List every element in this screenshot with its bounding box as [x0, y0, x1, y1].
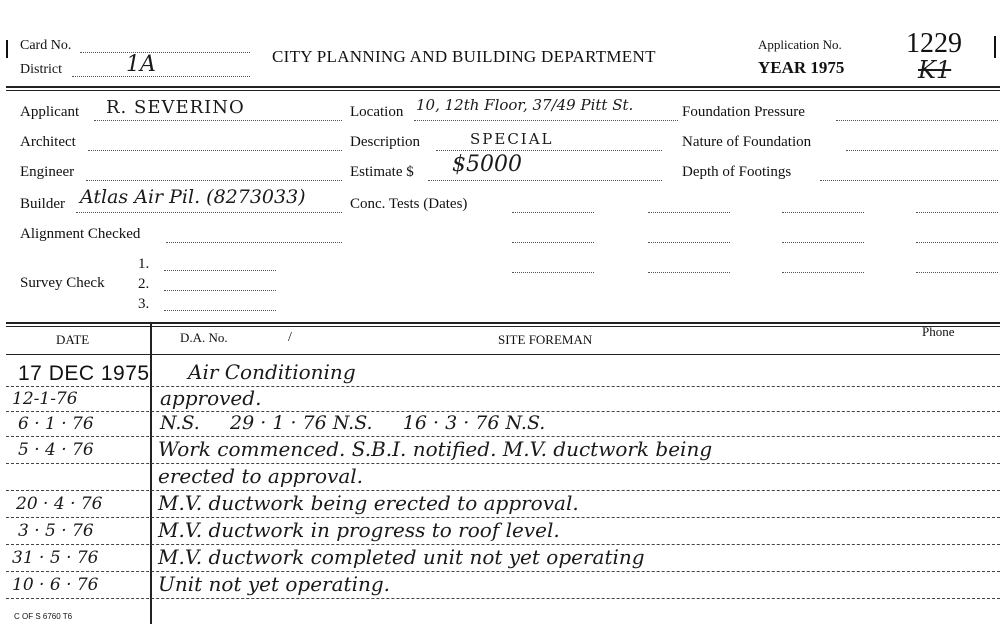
- conc-line-1b: [648, 212, 730, 213]
- phone-header: Phone: [922, 324, 955, 339]
- application-number: 1229: [906, 28, 962, 59]
- survey-number-3: 3.: [138, 296, 150, 312]
- estimate-label: Estimate $: [350, 164, 414, 180]
- survey-label: Survey Check: [20, 275, 105, 291]
- engineer-label: Engineer: [20, 164, 75, 180]
- conc-line-3a: [512, 272, 594, 273]
- location-value: 10, 12th Floor, 37/49 Pitt St.: [416, 96, 634, 114]
- applicant-line: [94, 120, 342, 121]
- da-value: /: [288, 330, 292, 345]
- district-value: 1A: [126, 52, 156, 77]
- log-date: 5 · 4 · 76: [18, 440, 94, 460]
- log-date: 6 · 1 · 76: [18, 414, 94, 434]
- log-entry: M.V. ductwork being erected to approval.: [158, 491, 579, 515]
- foundation-pressure-label: Foundation Pressure: [682, 104, 805, 120]
- log-date-stamp: 17 DEC 1975: [18, 362, 150, 385]
- conc-line-2a: [512, 242, 594, 243]
- log-row-line: [6, 571, 1000, 572]
- builder-label: Builder: [20, 196, 65, 212]
- log-entry: M.V. ductwork in progress to roof level.: [158, 518, 560, 542]
- log-entry: erected to approval.: [158, 464, 364, 488]
- location-line: [414, 120, 678, 121]
- form-code: C OF S 6760 T6: [14, 612, 73, 621]
- alignment-line: [166, 242, 342, 243]
- log-row-line: [6, 598, 1000, 599]
- log-date: 31 · 5 · 76: [12, 548, 99, 568]
- log-row-line: [6, 463, 1000, 464]
- conc-line-3d: [916, 272, 998, 273]
- builder-value: Atlas Air Pil. (8273033): [80, 186, 306, 208]
- conc-line-1a: [512, 212, 594, 213]
- date-header: DATE: [56, 332, 90, 347]
- architect-label: Architect: [20, 134, 76, 150]
- nature-foundation-label: Nature of Foundation: [682, 134, 812, 150]
- log-date: 10 · 6 · 76: [12, 575, 99, 595]
- conc-line-1d: [916, 212, 998, 213]
- district-label: District: [20, 62, 62, 77]
- conc-line-3b: [648, 272, 730, 273]
- log-entry: Work commenced. S.B.I. notified. M.V. ductwork being: [158, 437, 713, 461]
- survey-number-1: 1.: [138, 256, 150, 272]
- log-entry: Unit not yet operating.: [158, 572, 391, 596]
- estimate-line: [428, 180, 662, 181]
- log-entry: M.V. ductwork completed unit not yet operating: [158, 545, 645, 569]
- department-title: CITY PLANNING AND BUILDING DEPARTMENT: [272, 47, 656, 66]
- builder-line: [76, 212, 342, 213]
- alignment-label: Alignment Checked: [20, 226, 141, 242]
- applicant-value: R. SEVERINO: [106, 97, 245, 118]
- card-no-label: Card No.: [20, 38, 72, 53]
- survey-number-2: 2.: [138, 276, 150, 292]
- log-date: 20 · 4 · 76: [16, 494, 103, 514]
- conc-tests-label: Conc. Tests (Dates): [350, 196, 468, 212]
- header-rule-2: [6, 90, 1000, 91]
- conc-line-3c: [782, 272, 864, 273]
- description-line: [436, 150, 662, 151]
- location-label: Location: [350, 104, 404, 120]
- conc-line-2b: [648, 242, 730, 243]
- engineer-line: [86, 180, 342, 181]
- conc-line-2d: [916, 242, 998, 243]
- da-header: D.A. No.: [180, 330, 228, 345]
- district-line: [72, 76, 250, 77]
- log-entry: Air Conditioning: [188, 360, 356, 384]
- estimate-value: $5000: [452, 152, 522, 177]
- card-no-line: [80, 52, 250, 53]
- corner-mark-top-right: [994, 36, 996, 58]
- log-date: 3 · 5 · 76: [18, 521, 94, 541]
- log-top-rule: [6, 322, 1000, 324]
- description-label: Description: [350, 134, 420, 150]
- header-rule: [6, 86, 1000, 88]
- depth-footings-line: [820, 180, 998, 181]
- application-suffix: K1: [918, 56, 952, 84]
- conc-line-2c: [782, 242, 864, 243]
- architect-line: [88, 150, 342, 151]
- application-no-label: Application No.: [758, 37, 842, 52]
- survey-line-1: [164, 270, 276, 271]
- log-entry: approved.: [160, 386, 262, 410]
- description-value: SPECIAL: [470, 130, 554, 148]
- nature-foundation-line: [846, 150, 998, 151]
- applicant-label: Applicant: [20, 104, 80, 120]
- depth-footings-label: Depth of Footings: [682, 164, 792, 180]
- survey-line-3: [164, 310, 276, 311]
- site-foreman-header: SITE FOREMAN: [498, 332, 593, 347]
- log-date: 12-1-76: [12, 389, 78, 409]
- log-entry: N.S. 29 · 1 · 76 N.S. 16 · 3 · 76 N.S.: [160, 412, 546, 434]
- log-row-line: [6, 386, 1000, 387]
- year-label: YEAR 1975: [758, 58, 845, 77]
- log-top-rule-2: [6, 326, 1000, 327]
- corner-mark-top-left: [6, 40, 8, 58]
- survey-line-2: [164, 290, 276, 291]
- foundation-pressure-line: [836, 120, 998, 121]
- date-column-divider: [150, 324, 152, 624]
- conc-line-1c: [782, 212, 864, 213]
- log-header-rule: [6, 354, 1000, 355]
